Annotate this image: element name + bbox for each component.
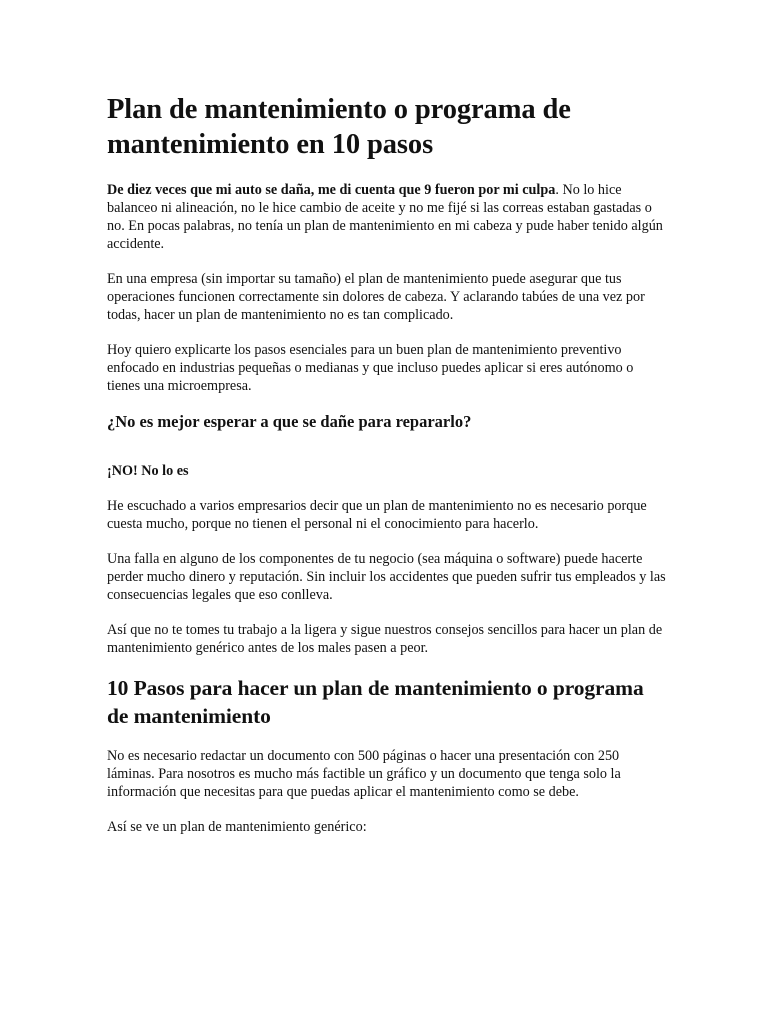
answer-heading: ¡NO! No lo es — [107, 463, 189, 479]
paragraph-company: En una empresa (sin importar su tamaño) el plan de mantenimiento puede asegurar que tus operaciones funcionen correctamente sin dolores de cabeza. Y aclarando tabúes de una vez por todas, hacer un plan de mantenimiento no es tan complicado. — [107, 271, 645, 323]
paragraph-explain: Hoy quiero explicarte los pasos esenciales para un buen plan de mantenimiento preventivo enfocado en industrias pequeñas o medianas y que incluso puedes aplicar si eres autónomo o tienes una microempresa. — [107, 342, 634, 394]
document-page — [107, 92, 667, 853]
intro-rest-text: . No lo hice balanceo ni alineación, no le hice cambio de aceite y no me fijé si las correas estaban gastadas o no. En pocas palabras, no tenía un plan de mantenimiento en mi cabeza y pude haber tenido algún accidente. — [107, 182, 663, 252]
intro-paragraph — [107, 181, 667, 253]
paragraph-document: No es necesario redactar un documento con 500 páginas o hacer una presentación con 250 láminas. Para nosotros es mucho más factible un gráfico y un documento que tenga solo la información que necesitas para que puedas aplicar el mantenimiento como se debe. — [107, 748, 621, 800]
paragraph-entrepreneurs: He escuchado a varios empresarios decir que un plan de mantenimiento no es necesario porque cuesta mucho, porque no tienen el personal ni el conocimiento para hacerlo. — [107, 498, 647, 532]
paragraph-advice: Así que no te tomes tu trabajo a la ligera y sigue nuestros consejos sencillos para hacer un plan de mantenimiento genérico antes de los males pasen a peor. — [107, 622, 663, 656]
intro-bold-text: De diez veces que mi auto se daña, me di cuenta que 9 fueron por mi culpa — [107, 182, 556, 198]
section-title: 10 Pasos para hacer un plan de mantenimiento o programa de mantenimiento — [107, 676, 644, 728]
article-title: Plan de mantenimiento o programa de mantenimiento en 10 pasos — [107, 94, 571, 160]
paragraph-generic-plan: Así se ve un plan de mantenimiento genérico: — [107, 819, 367, 835]
question-heading: ¿No es mejor esperar a que se dañe para repararlo? — [107, 412, 472, 431]
paragraph-failure: Una falla en alguno de los componentes de tu negocio (sea máquina o software) puede hacerte perder mucho dinero y reputación. Sin incluir los accidentes que pueden sufrir tus empleados y las consecuencias legales que eso conlleva. — [107, 551, 666, 603]
